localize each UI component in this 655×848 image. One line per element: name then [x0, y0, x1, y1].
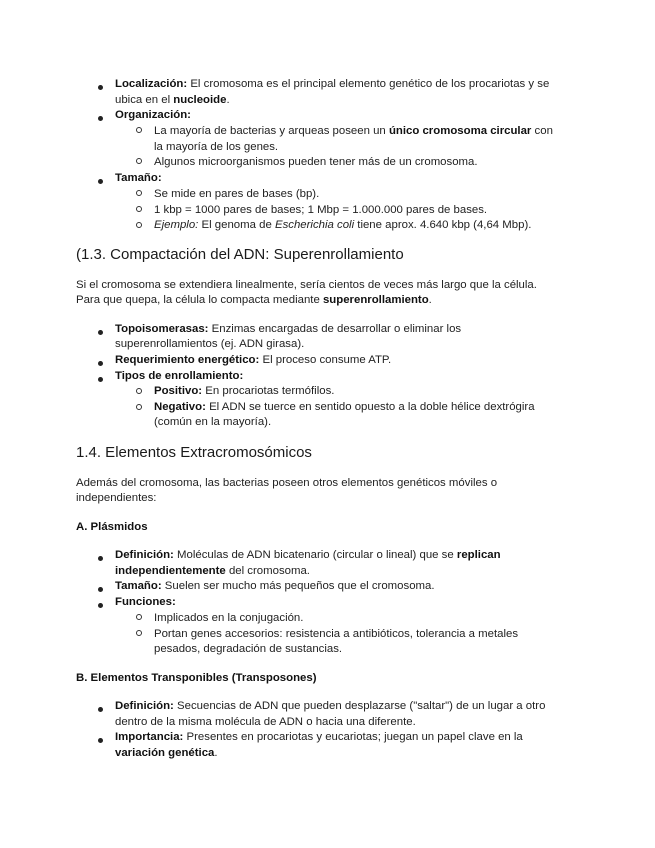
sub-bullet-ring	[136, 630, 142, 636]
bullet-dot	[98, 179, 103, 184]
positivo-item	[154, 383, 334, 399]
organizacion-sub1-text: La mayoría de bacterias y arqueas poseen un	[154, 125, 386, 137]
bullet-dot	[98, 116, 103, 121]
plasmidos-def	[115, 547, 501, 563]
organizacion-sub1	[154, 123, 553, 139]
funciones-label: Funciones:	[115, 596, 176, 608]
tipos-label: Tipos de enrollamiento:	[115, 370, 244, 382]
bullet-dot	[98, 603, 103, 608]
topo-label: Topoisomerasas:	[115, 323, 209, 335]
nucleoide-term: nucleoide	[173, 94, 227, 106]
sub-bullet-ring	[136, 158, 142, 164]
independientemente-term: independientemente	[115, 565, 226, 577]
ejemplo-post: tiene aprox. 4.640 kbp (4,64 Mbp).	[357, 219, 532, 231]
transposones-def	[115, 698, 545, 714]
plasmidos-title-text: A. Plásmidos	[76, 521, 148, 533]
plasmidos-funciones	[115, 594, 176, 610]
bullet-dot	[98, 377, 103, 382]
bullet-dot	[98, 361, 103, 366]
def-label: Definición:	[115, 549, 174, 561]
species-name: Escherichia coli	[274, 219, 355, 231]
cromosoma-circular-term: único cromosoma circular	[388, 125, 532, 137]
section-13-intro-line2	[76, 292, 432, 308]
ejemplo-text: El genoma de	[201, 219, 272, 231]
intro-text: Para que quepa, la célula lo compacta mediante	[76, 294, 320, 306]
funciones-sub1: Implicados en la conjugación.	[154, 612, 304, 624]
transposones-importancia-line2	[115, 745, 218, 761]
negativo-item	[154, 399, 535, 415]
section-13-heading: (1.3. Compactación del ADN: Superenrollamiento	[76, 246, 404, 263]
funciones-sub2-line2: pesados, degradación de sustancias.	[154, 643, 343, 655]
period: .	[226, 94, 230, 106]
positivo-text: En procariotas termófilos.	[205, 385, 335, 397]
tamano-label: Tamaño:	[115, 580, 162, 592]
bullet-dot	[98, 738, 103, 743]
def-text: Moléculas de ADN bicatenario (circular o lineal) que se	[177, 549, 454, 561]
topo-text: Enzimas encargadas de desarrollar o eliminar los	[211, 323, 462, 335]
tamano-sub3	[154, 217, 531, 233]
sub-bullet-ring	[136, 222, 142, 228]
section-13-intro-line1: Si el cromosoma se extendiera linealmente, sería cientos de veces más largo que la célula.	[76, 279, 537, 291]
tamano-item	[115, 170, 162, 186]
negativo-label: Negativo:	[154, 401, 206, 413]
localizacion-item	[115, 76, 549, 92]
req-text: El proceso consume ATP.	[262, 354, 392, 366]
sub-bullet-ring	[136, 127, 142, 133]
sub-bullet-ring	[136, 206, 142, 212]
organizacion-sub1-post: con	[534, 125, 553, 137]
funciones-sub2: Portan genes accesorios: resistencia a antibióticos, tolerancia a metales	[154, 628, 519, 640]
section-14-heading: 1.4. Elementos Extracromosómicos	[76, 444, 312, 461]
replican-term: replican	[456, 549, 501, 561]
ejemplo-label: Ejemplo:	[154, 219, 199, 231]
tamano-sub2: 1 kbp = 1000 pares de bases; 1 Mbp = 1.000.000 pares de bases.	[154, 204, 488, 216]
organizacion-label: Organización:	[115, 109, 191, 121]
req-label: Requerimiento energético:	[115, 354, 260, 366]
tamano-sub1: Se mide en pares de bases (bp).	[154, 188, 320, 200]
plasmidos-tamano	[115, 578, 435, 594]
organizacion-item	[115, 107, 191, 123]
tipos-item	[115, 368, 243, 384]
transposones-title-text: B. Elementos Transponibles (Transposones)	[76, 672, 317, 684]
localizacion-label: Localización:	[115, 78, 188, 90]
period: .	[214, 747, 218, 759]
plasmidos-def-line2	[115, 563, 310, 579]
tamano-text: Suelen ser mucho más pequeños que el cromosoma.	[164, 580, 435, 592]
organizacion-sub1-line2: la mayoría de los genes.	[154, 141, 279, 153]
localizacion-text2: ubica en el	[115, 94, 171, 106]
req-item	[115, 352, 391, 368]
period: .	[428, 294, 432, 306]
transposones-importancia	[115, 729, 523, 745]
superenrollamiento-term: superenrollamiento	[322, 294, 429, 306]
negativo-line2: (común en la mayoría).	[154, 416, 272, 428]
topo-item	[115, 321, 461, 337]
section-14-intro-line2: independientes:	[76, 492, 157, 504]
bullet-dot	[98, 587, 103, 592]
organizacion-sub2: Algunos microorganismos pueden tener más de un cromosoma.	[154, 156, 478, 168]
sub-bullet-ring	[136, 404, 142, 410]
section-14-intro-line1: Además del cromosoma, las bacterias poseen otros elementos genéticos móviles o	[76, 477, 498, 489]
def-text: Secuencias de ADN que pueden desplazarse ("saltar") de un lugar a otro	[177, 700, 546, 712]
topo-line2: superenrollamientos (ej. ADN girasa).	[115, 338, 305, 350]
bullet-dot	[98, 85, 103, 90]
variacion-genetica-term: variación genética	[115, 747, 215, 759]
positivo-label: Positivo:	[154, 385, 203, 397]
localizacion-line2	[115, 92, 230, 108]
negativo-text: El ADN se tuerce en sentido opuesto a la doble hélice dextrógira	[209, 401, 535, 413]
bullet-dot	[98, 707, 103, 712]
bullet-dot	[98, 556, 103, 561]
importancia-text: Presentes en procariotas y eucariotas; juegan un papel clave en la	[186, 731, 523, 743]
bullet-dot	[98, 330, 103, 335]
tamano-label: Tamaño:	[115, 172, 162, 184]
transposones-title	[76, 670, 317, 686]
sub-bullet-ring	[136, 190, 142, 196]
sub-bullet-ring	[136, 388, 142, 394]
plasmidos-title	[76, 519, 148, 535]
importancia-label: Importancia:	[115, 731, 184, 743]
sub-bullet-ring	[136, 614, 142, 620]
localizacion-text: El cromosoma es el principal elemento genético de los procariotas y se	[190, 78, 550, 90]
transposones-def-line2: dentro de la misma molécula de ADN o hacia una diferente.	[115, 716, 416, 728]
def-label: Definición:	[115, 700, 174, 712]
def-post: del cromosoma.	[228, 565, 310, 577]
